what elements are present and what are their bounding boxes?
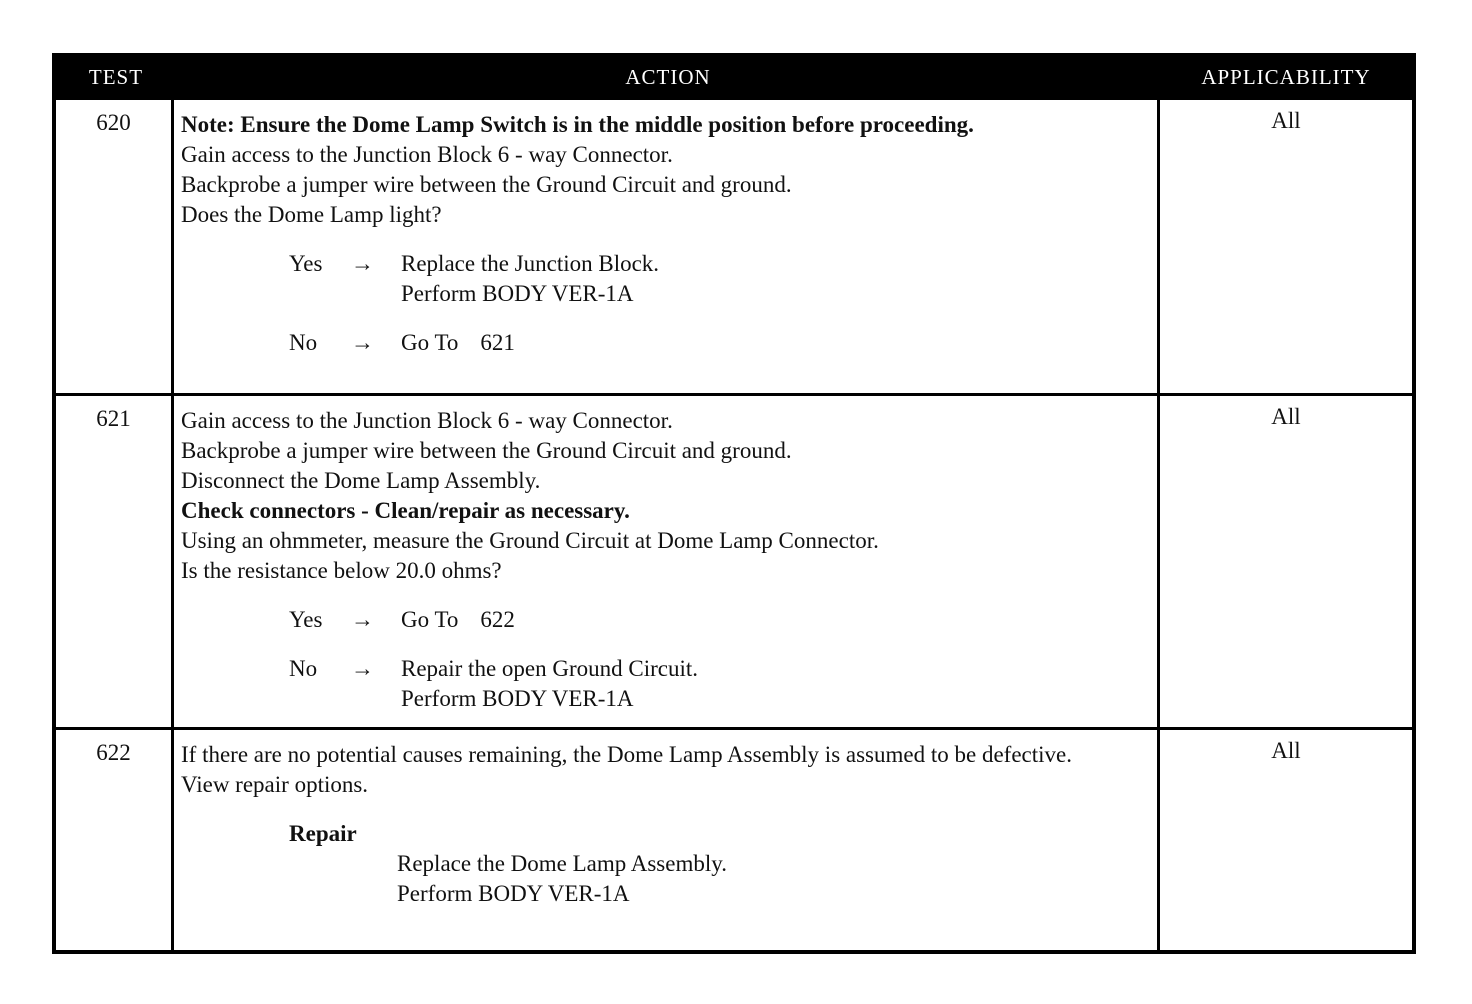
arrow-icon: → [351,251,374,276]
action-line: Gain access to the Junction Block 6 - way Connector. [181,142,673,167]
action-line: View repair options. [181,772,369,797]
applicability-value: All [1271,738,1301,763]
arrow-icon: → [351,330,374,355]
action-cell [174,100,1160,398]
no-outcome [289,654,1153,714]
repair-line: Perform BODY VER-1A [397,881,630,906]
outcome-line: Repair the open Ground Circuit. [401,656,699,681]
test-number: 620 [56,100,174,398]
yes-label: Yes [289,607,323,632]
outcome-line: Replace the Junction Block. [401,251,660,276]
goto-label: Go To [401,330,459,355]
header-applicability: APPLICABILITY [1201,65,1371,89]
note-text: Note: Ensure the Dome Lamp Switch is in the middle position before proceeding. [181,112,974,137]
arrow-icon: → [351,656,374,681]
diagnostic-table [52,53,1416,954]
repair-label: Repair [289,821,357,846]
applicability-value: All [1271,404,1301,429]
arrow-icon: → [351,607,374,632]
goto-link[interactable]: 621 [480,330,515,355]
action-line: Is the resistance below 20.0 ohms? [181,558,502,583]
action-cell [174,396,1160,729]
test-number: 621 [56,396,174,729]
yes-label: Yes [289,251,323,276]
action-line: Disconnect the Dome Lamp Assembly. [181,468,541,493]
action-cell [174,730,1160,950]
action-line: Gain access to the Junction Block 6 - way Connector. [181,408,673,433]
outcome-line: Perform BODY VER-1A [401,281,634,306]
action-line: Does the Dome Lamp light? [181,202,442,227]
header-action: ACTION [625,65,711,89]
table-header [56,57,1412,97]
outcome-line: Perform BODY VER-1A [401,686,634,711]
table-row [56,97,1412,398]
action-line: Backprobe a jumper wire between the Ground Circuit and ground. [181,438,792,463]
goto-label: Go To [401,607,459,632]
no-label: No [289,656,318,681]
table-row [56,727,1412,950]
action-line: Backprobe a jumper wire between the Ground Circuit and ground. [181,172,792,197]
yes-outcome [289,249,1153,309]
applicability-value: All [1271,108,1301,133]
header-test: TEST [88,65,144,89]
repair-line: Replace the Dome Lamp Assembly. [397,851,728,876]
no-label: No [289,330,318,355]
no-outcome [289,328,1153,358]
action-paragraph: If there are no potential causes remaining, the Dome Lamp Assembly is assumed to be defective. [181,742,1072,767]
bold-instruction: Check connectors - Clean/repair as necessary. [181,498,630,523]
table-row [56,393,1412,729]
yes-outcome [289,605,1153,635]
goto-link[interactable]: 622 [480,607,515,632]
action-line: Using an ohmmeter, measure the Ground Circuit at Dome Lamp Connector. [181,528,879,553]
test-number: 622 [56,730,174,950]
